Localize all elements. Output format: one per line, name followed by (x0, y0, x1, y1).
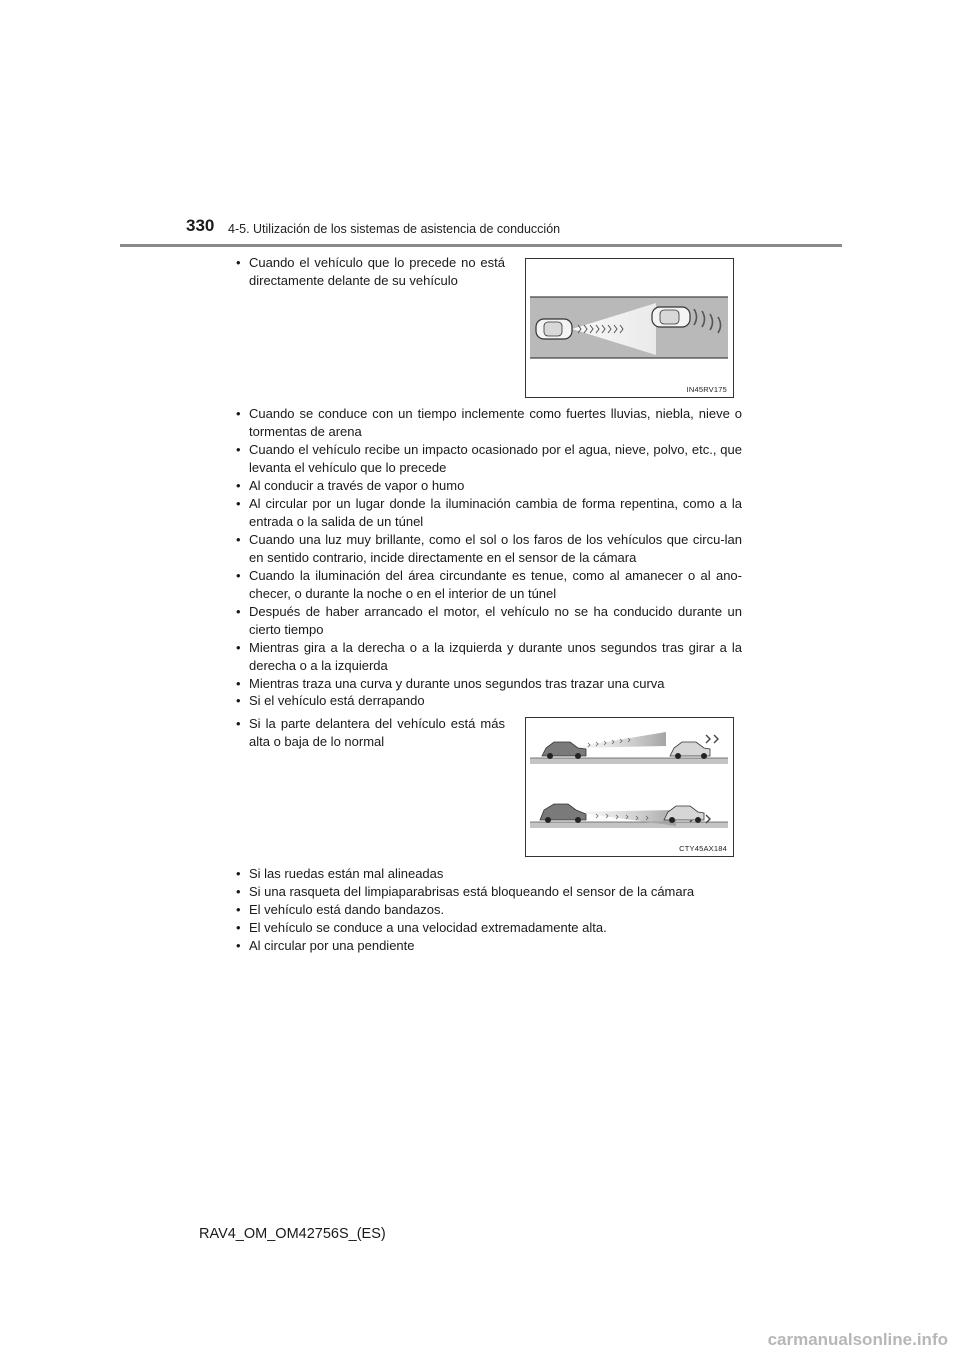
list-item-text: El vehículo está dando bandazos. (249, 902, 445, 917)
offset-vehicle-illustration (526, 259, 733, 397)
preceding-car-side-icon (670, 742, 710, 759)
bullet-marker: • (236, 920, 241, 935)
list-item-text: Si una rasqueta del limpiaparabrisas está bloqueando el sensor de la cámara (249, 884, 695, 899)
list-item (236, 715, 505, 751)
bullet-marker: • (236, 255, 241, 270)
list-item (236, 692, 742, 710)
list-item (236, 495, 742, 531)
figure-vehicle-height (525, 717, 734, 857)
list-item-text: Al circular por un lugar donde la iluminación cambia de forma repentina, como a la entrada o la salida de un túnel (249, 496, 742, 529)
page-number: 330 (186, 216, 215, 235)
list-item-text: Mientras gira a la derecha o a la izquierda y durante unos segundos tras girar a la derecha o a la izquierda (249, 640, 742, 673)
bullet-marker: • (236, 902, 241, 917)
list-item-text: Si la parte delantera del vehículo está más alta o baja de lo normal (249, 716, 505, 749)
own-car-side-icon-2 (540, 804, 586, 823)
list-item (236, 919, 742, 937)
list-item (236, 865, 742, 883)
list-item (236, 405, 742, 441)
list-item-text: Al conducir a través de vapor o humo (249, 478, 465, 493)
preceding-car-icon (652, 307, 690, 327)
list-item-text: Al circular por una pendiente (249, 938, 415, 953)
bullet-marker: • (236, 568, 241, 583)
header-rule (120, 244, 842, 247)
bullet-marker: • (236, 532, 241, 547)
list-item-text: Si el vehículo está derrapando (249, 693, 425, 708)
list-item-text: Cuando el vehículo recibe un impacto ocasionado por el agua, nieve, polvo, etc., que levanta el vehículo que lo precede (249, 442, 742, 475)
own-car-side-icon (542, 742, 586, 759)
bullet-marker: • (236, 938, 241, 953)
bullet-marker: • (236, 640, 241, 655)
bullet-marker: • (236, 716, 241, 731)
bullet-marker: • (236, 442, 241, 457)
bullet-marker: • (236, 478, 241, 493)
list-item (236, 901, 742, 919)
list-item (236, 603, 742, 639)
list-item-text: Cuando la iluminación del área circundante es tenue, como al amanecer o al ano-checer, o durante la noche o en el interior de un túnel (249, 568, 742, 601)
preceding-car-side-icon-2 (664, 806, 704, 823)
bullet-marker: • (236, 884, 241, 899)
figure-code: CTY45AX184 (679, 844, 727, 853)
watermark[interactable]: carmanualsonline.info (767, 1330, 948, 1349)
section-title: 4-5. Utilización de los sistemas de asistencia de conducción (228, 222, 561, 236)
own-car-icon (536, 319, 572, 339)
list-item-text: Si las ruedas están mal alineadas (249, 866, 444, 881)
list-item (236, 883, 742, 901)
figure-offset-vehicle (525, 258, 734, 398)
list-item (236, 531, 742, 567)
document-code: RAV4_OM_OM42756S_(ES) (199, 1226, 386, 1242)
figure-code: IN45RV175 (686, 385, 727, 394)
bullet-marker: • (236, 676, 241, 691)
list-item-text: Cuando el vehículo que lo precede no está directamente delante de su vehículo (249, 255, 505, 288)
list-item (236, 937, 742, 955)
list-item (236, 567, 742, 603)
list-item (236, 675, 742, 693)
vehicle-height-illustration (526, 718, 733, 856)
list-item (236, 639, 742, 675)
list-item-text: El vehículo se conduce a una velocidad extremadamente alta. (249, 920, 607, 935)
list-item-text: Después de haber arrancado el motor, el vehículo no se ha conducido durante un cierto tiempo (249, 604, 742, 637)
bullet-marker: • (236, 406, 241, 421)
list-item-text: Cuando se conduce con un tiempo inclemente como fuertes lluvias, niebla, nieve o tormentas de arena (249, 406, 742, 439)
list-item (236, 477, 742, 495)
bullet-marker: • (236, 866, 241, 881)
list-item (236, 441, 742, 477)
bullet-marker: • (236, 693, 241, 708)
bullet-marker: • (236, 604, 241, 619)
list-item-text: Mientras traza una curva y durante unos segundos tras trazar una curva (249, 676, 665, 691)
list-item-text: Cuando una luz muy brillante, como el sol o los faros de los vehículos que circu-lan en sentido contrario, incide directamente en el sensor de la cámara (249, 532, 742, 565)
list-item (236, 254, 505, 290)
bullet-marker: • (236, 496, 241, 511)
